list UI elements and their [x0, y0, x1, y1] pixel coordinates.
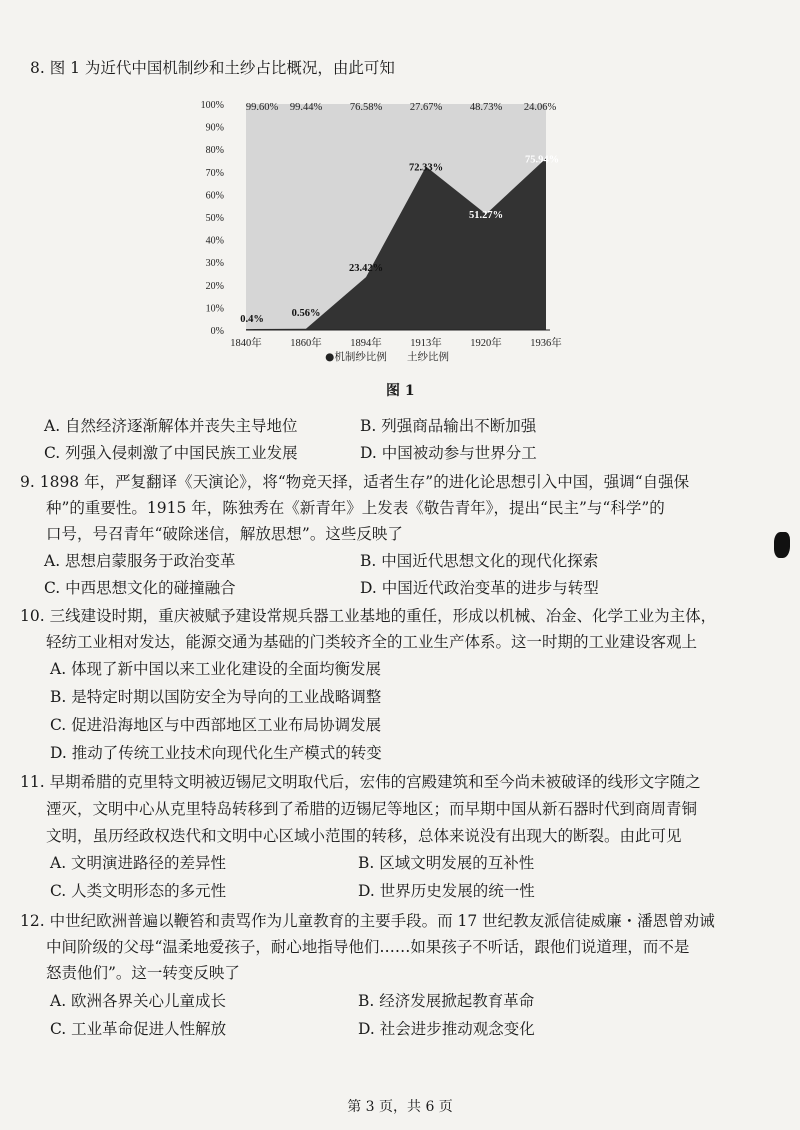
q10-option-a: A. 体现了新中国以来工业化建设的全面均衡发展	[50, 660, 382, 678]
q11-option-a: A. 文明演进路径的差异性	[50, 854, 227, 872]
hand-spun-data-label: 76.58%	[349, 102, 383, 113]
q9-option-a: A. 思想启蒙服务于政治变革	[44, 552, 236, 570]
y-tick-label: 20%	[205, 280, 224, 292]
q12-line-1: 12. 中世纪欧洲普遍以鞭笞和责骂作为儿童教育的主要手段。而 17 世纪教友派信徒威廉・潘恩曾劝诫	[20, 912, 715, 930]
q11-option-c: C. 人类文明形态的多元性	[50, 882, 227, 900]
x-tick-label: 1840年	[230, 338, 262, 349]
q8-option-b: B. 列强商品输出不断加强	[360, 417, 537, 435]
machine-yarn-data-label: 75.94%	[524, 154, 560, 166]
legend-hand-spun: 土纱比例	[407, 351, 449, 363]
y-tick-label: 60%	[205, 190, 224, 202]
x-tick-label: 1860年	[290, 338, 322, 349]
x-tick-label: 1913年	[410, 338, 442, 349]
y-tick-label: 100%	[200, 100, 224, 111]
q10-option-b: B. 是特定时期以国防安全为导向的工业战略调整	[50, 688, 382, 706]
hand-spun-data-label: 24.06%	[523, 102, 557, 113]
y-tick-label: 30%	[205, 258, 224, 270]
y-tick-label: 70%	[205, 167, 224, 179]
q12-option-c: C. 工业革命促进人性解放	[50, 1020, 227, 1038]
q11-line-1: 11. 早期希腊的克里特文明被迈锡尼文明取代后，宏伟的宫殿建筑和至今尚未被破译的线形文字随之	[20, 773, 701, 791]
q11-line-3: 文明，虽历经政权迭代和文明中心区域小范围的转移，总体来说没有出现大的断裂。由此可见	[46, 827, 682, 845]
y-tick-label: 0%	[210, 326, 224, 337]
q9-line-1: 9. 1898 年，严复翻译《天演论》，将“物竞天择，适者生存”的进化论思想引入中国，强调“自强保	[20, 473, 690, 491]
hand-spun-data-label: 27.67%	[409, 102, 443, 113]
x-tick-label: 1936年	[530, 338, 562, 349]
y-tick-label: 50%	[205, 213, 224, 224]
q9-option-c: C. 中西思想文化的碰撞融合	[44, 579, 236, 597]
page-footer: 第 3 页，共 6 页	[347, 1099, 453, 1115]
q8-stem: 8. 图 1 为近代中国机制纱和土纱占比概况，由此可知	[30, 59, 395, 77]
machine-yarn-data-label: 0.4%	[240, 314, 264, 325]
y-tick-label: 10%	[205, 303, 224, 315]
q12-line-3: 怒责他们”。这一转变反映了	[46, 964, 240, 982]
q10-line-1: 10. 三线建设时期，重庆被赋予建设常规兵器工业基地的重任，形成以机械、冶金、化学工业为主体，	[20, 607, 717, 625]
q10-option-c: C. 促进沿海地区与中西部地区工业布局协调发展	[50, 716, 382, 734]
machine-yarn-data-label: 51.27%	[468, 210, 504, 222]
q11-option-d: D. 世界历史发展的统一性	[358, 882, 535, 900]
q12-option-b: B. 经济发展掀起教育革命	[358, 992, 535, 1010]
machine-yarn-data-label: 23.42%	[348, 263, 384, 275]
y-tick-label: 90%	[205, 122, 224, 134]
q8-option-c: C. 列强入侵刺激了中国民族工业发展	[44, 444, 298, 462]
x-tick-label: 1894年	[350, 338, 382, 349]
ink-blot-mark	[774, 532, 790, 558]
hand-spun-data-label: 99.60%	[245, 102, 279, 113]
q9-option-d: D. 中国近代政治变革的进步与转型	[360, 579, 599, 597]
hand-spun-data-label: 48.73%	[469, 102, 503, 113]
machine-yarn-data-label: 72.33%	[408, 162, 444, 174]
q12-line-2: 中间阶级的父母“温柔地爱孩子，耐心地指导他们……如果孩子不听话，跟他们说道理，而不是	[46, 938, 690, 956]
q8-option-a: A. 自然经济逐渐解体并丧失主导地位	[44, 417, 298, 435]
legend-machine-yarn: ●机制纱比例	[325, 351, 387, 363]
q9-line-3: 口号，号召青年“破除迷信，解放思想”。这些反映了	[46, 525, 403, 543]
figure-caption: 图 1	[386, 383, 415, 399]
q12-option-d: D. 社会进步推动观念变化	[358, 1020, 535, 1038]
q11-line-2: 湮灭，文明中心从克里特岛转移到了希腊的迈锡尼等地区；而早期中国从新石器时代到商周青铜	[46, 800, 698, 818]
q9-option-b: B. 中国近代思想文化的现代化探索	[360, 552, 599, 570]
y-tick-label: 40%	[205, 235, 224, 247]
hand-spun-data-label: 99.44%	[289, 102, 323, 113]
q8-option-d: D. 中国被动参与世界分工	[360, 444, 537, 462]
machine-yarn-data-label: 0.56%	[291, 308, 321, 319]
x-tick-label: 1920年	[470, 338, 502, 349]
q10-line-2: 轻纺工业相对发达，能源交通为基础的门类较齐全的工业生产体系。这一时期的工业建设客观上	[46, 633, 698, 651]
q9-line-2: 种”的重要性。1915 年，陈独秀在《新青年》上发表《敬告青年》，提出“民主”与“科学”的	[46, 499, 665, 517]
q11-option-b: B. 区域文明发展的互补性	[358, 854, 535, 872]
figure-1-chart	[196, 94, 576, 364]
y-tick-label: 80%	[205, 145, 224, 157]
area-chart	[196, 94, 576, 364]
q12-option-a: A. 欧洲各界关心儿童成长	[50, 992, 227, 1010]
q10-option-d: D. 推动了传统工业技术向现代化生产模式的转变	[50, 744, 382, 762]
